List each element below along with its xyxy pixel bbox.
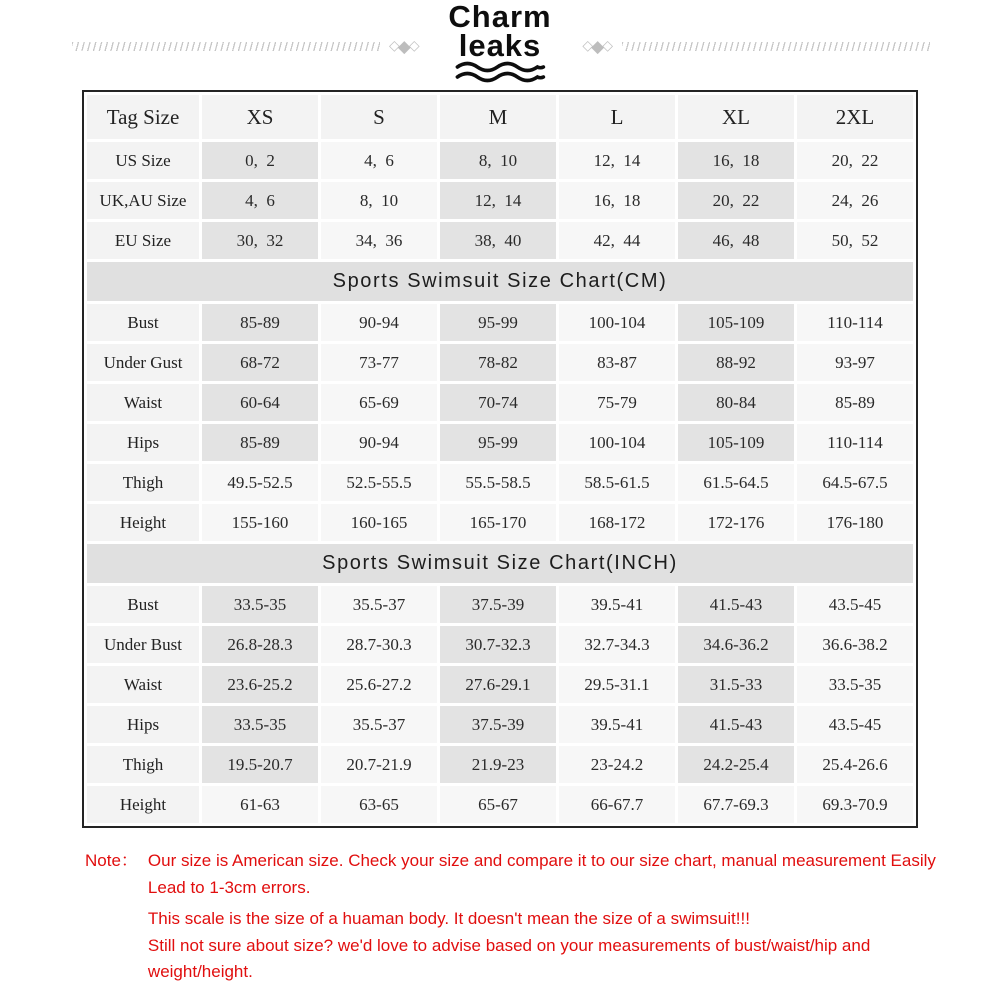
size-value-cell: 39.5-41 <box>559 706 675 743</box>
size-value-cell: 46, 48 <box>678 222 794 259</box>
size-value-cell: 28.7-30.3 <box>321 626 437 663</box>
section-band-row <box>87 262 913 301</box>
column-header: Tag Size <box>87 95 199 139</box>
size-value-cell: 43.5-45 <box>797 706 913 743</box>
size-value-cell: 33.5-35 <box>797 666 913 703</box>
size-value-cell: 95-99 <box>440 424 556 461</box>
note-lines <box>148 848 960 986</box>
diamond-ornament-icon <box>582 38 613 55</box>
size-value-cell: 20.7-21.9 <box>321 746 437 783</box>
size-value-cell: 31.5-33 <box>678 666 794 703</box>
note-line: Our size is American size. Check your size and compare it to our size chart, manual measurement Easily <box>147 851 936 870</box>
brand-name-line2: leaks <box>458 28 542 63</box>
size-value-cell: 90-94 <box>321 424 437 461</box>
table-row <box>87 706 913 743</box>
note-section <box>85 848 960 986</box>
table-row <box>87 464 913 501</box>
note-line: Still not sure about size? we'd love to advise based on your measurements of bust/waist/hip and weight/height. <box>147 935 871 981</box>
size-value-cell: 41.5-43 <box>678 586 794 623</box>
size-value-cell: 37.5-39 <box>440 706 556 743</box>
table-row <box>87 666 913 703</box>
size-value-cell: 70-74 <box>440 384 556 421</box>
size-value-cell: 39.5-41 <box>559 586 675 623</box>
size-value-cell: 172-176 <box>678 504 794 541</box>
size-value-cell: 33.5-35 <box>202 706 318 743</box>
page-header <box>0 0 1000 88</box>
size-value-cell: 41.5-43 <box>678 706 794 743</box>
diamond-outline-icon: ◇ <box>582 38 594 54</box>
diamond-outline-icon: ◇ <box>408 38 420 54</box>
brand-name-line1: Charm <box>448 0 552 34</box>
note-label: Note： <box>85 851 138 870</box>
size-value-cell: 176-180 <box>797 504 913 541</box>
size-value-cell: 93-97 <box>797 344 913 381</box>
table-row <box>87 182 913 219</box>
size-value-cell: 43.5-45 <box>797 586 913 623</box>
waves-icon <box>454 61 546 83</box>
row-label: Thigh <box>87 464 199 501</box>
table-row <box>87 504 913 541</box>
size-value-cell: 29.5-31.1 <box>559 666 675 703</box>
size-value-cell: 68-72 <box>202 344 318 381</box>
table-row <box>87 626 913 663</box>
size-value-cell: 73-77 <box>321 344 437 381</box>
diamond-outline-icon: ◇ <box>389 38 400 54</box>
table-row <box>87 586 913 623</box>
size-value-cell: 60-64 <box>202 384 318 421</box>
size-value-cell: 4, 6 <box>202 182 318 219</box>
row-label: Bust <box>87 586 199 623</box>
size-value-cell: 64.5-67.5 <box>797 464 913 501</box>
table-row <box>87 344 913 381</box>
row-label: EU Size <box>87 222 199 259</box>
size-value-cell: 34, 36 <box>321 222 437 259</box>
size-value-cell: 80-84 <box>678 384 794 421</box>
size-value-cell: 27.6-29.1 <box>440 666 556 703</box>
size-value-cell: 52.5-55.5 <box>321 464 437 501</box>
table-row <box>87 222 913 259</box>
size-value-cell: 16, 18 <box>559 182 675 219</box>
size-value-cell: 35.5-37 <box>321 706 437 743</box>
table-row <box>87 304 913 341</box>
size-value-cell: 30, 32 <box>202 222 318 259</box>
size-value-cell: 42, 44 <box>559 222 675 259</box>
table-row <box>87 786 913 823</box>
column-header: 2XL <box>797 95 913 139</box>
size-value-cell: 85-89 <box>202 424 318 461</box>
column-header: L <box>559 95 675 139</box>
size-value-cell: 30.7-32.3 <box>440 626 556 663</box>
size-value-cell: 36.6-38.2 <box>797 626 913 663</box>
row-label: Under Gust <box>87 344 199 381</box>
size-value-cell: 65-67 <box>440 786 556 823</box>
size-value-cell: 58.5-61.5 <box>559 464 675 501</box>
size-value-cell: 110-114 <box>797 424 913 461</box>
size-value-cell: 23.6-25.2 <box>202 666 318 703</box>
size-value-cell: 155-160 <box>202 504 318 541</box>
brand-logo <box>448 2 551 88</box>
row-label: US Size <box>87 142 199 179</box>
size-value-cell: 165-170 <box>440 504 556 541</box>
size-value-cell: 67.7-69.3 <box>678 786 794 823</box>
row-label: Waist <box>87 384 199 421</box>
size-value-cell: 24.2-25.4 <box>678 746 794 783</box>
row-label: Hips <box>87 706 199 743</box>
size-value-cell: 19.5-20.7 <box>202 746 318 783</box>
diamond-filled-icon: ◆ <box>397 37 411 56</box>
size-value-cell: 33.5-35 <box>202 586 318 623</box>
size-value-cell: 20, 22 <box>797 142 913 179</box>
hatch-lines-icon <box>622 42 930 51</box>
size-value-cell: 85-89 <box>202 304 318 341</box>
right-divider-ornament <box>582 38 930 55</box>
section-title: Sports Swimsuit Size Chart(INCH) <box>87 544 913 583</box>
left-divider-ornament <box>72 38 420 55</box>
size-value-cell: 85-89 <box>797 384 913 421</box>
size-value-cell: 0, 2 <box>202 142 318 179</box>
size-value-cell: 110-114 <box>797 304 913 341</box>
table-row <box>87 424 913 461</box>
size-value-cell: 23-24.2 <box>559 746 675 783</box>
row-label: Height <box>87 504 199 541</box>
size-value-cell: 12, 14 <box>440 182 556 219</box>
size-value-cell: 25.4-26.6 <box>797 746 913 783</box>
size-value-cell: 65-69 <box>321 384 437 421</box>
size-value-cell: 37.5-39 <box>440 586 556 623</box>
table-header-row <box>87 95 913 139</box>
row-label: Thigh <box>87 746 199 783</box>
size-value-cell: 95-99 <box>440 304 556 341</box>
size-value-cell: 75-79 <box>559 384 675 421</box>
column-header: M <box>440 95 556 139</box>
size-value-cell: 26.8-28.3 <box>202 626 318 663</box>
size-chart <box>82 90 1000 828</box>
size-value-cell: 55.5-58.5 <box>440 464 556 501</box>
row-label: Under Bust <box>87 626 199 663</box>
note-line: Lead to 1-3cm errors. <box>147 877 311 897</box>
size-value-cell: 21.9-23 <box>440 746 556 783</box>
diamond-ornament-icon <box>389 38 420 55</box>
size-value-cell: 16, 18 <box>678 142 794 179</box>
size-value-cell: 78-82 <box>440 344 556 381</box>
size-value-cell: 66-67.7 <box>559 786 675 823</box>
column-header: XL <box>678 95 794 139</box>
size-value-cell: 12, 14 <box>559 142 675 179</box>
size-value-cell: 35.5-37 <box>321 586 437 623</box>
size-value-cell: 83-87 <box>559 344 675 381</box>
size-value-cell: 61.5-64.5 <box>678 464 794 501</box>
size-value-cell: 50, 52 <box>797 222 913 259</box>
size-value-cell: 49.5-52.5 <box>202 464 318 501</box>
size-value-cell: 168-172 <box>559 504 675 541</box>
diamond-outline-icon: ◇ <box>602 38 613 54</box>
column-header: S <box>321 95 437 139</box>
size-value-cell: 38, 40 <box>440 222 556 259</box>
note-line: This scale is the size of a huaman body. It doesn't mean the size of a swimsuit!!! <box>147 909 750 928</box>
size-value-cell: 63-65 <box>321 786 437 823</box>
table-row <box>87 142 913 179</box>
row-label: Waist <box>87 666 199 703</box>
size-value-cell: 4, 6 <box>321 142 437 179</box>
section-title: Sports Swimsuit Size Chart(CM) <box>87 262 913 301</box>
size-value-cell: 32.7-34.3 <box>559 626 675 663</box>
size-value-cell: 90-94 <box>321 304 437 341</box>
size-value-cell: 100-104 <box>559 304 675 341</box>
hatch-lines-icon <box>72 42 380 51</box>
size-value-cell: 8, 10 <box>321 182 437 219</box>
size-chart-table <box>82 90 918 828</box>
column-header: XS <box>202 95 318 139</box>
section-band-row <box>87 544 913 583</box>
table-row <box>87 746 913 783</box>
size-value-cell: 20, 22 <box>678 182 794 219</box>
row-label: Hips <box>87 424 199 461</box>
size-value-cell: 8, 10 <box>440 142 556 179</box>
size-value-cell: 100-104 <box>559 424 675 461</box>
size-value-cell: 69.3-70.9 <box>797 786 913 823</box>
size-value-cell: 24, 26 <box>797 182 913 219</box>
table-row <box>87 384 913 421</box>
row-label: Bust <box>87 304 199 341</box>
size-value-cell: 25.6-27.2 <box>321 666 437 703</box>
size-value-cell: 105-109 <box>678 424 794 461</box>
size-value-cell: 105-109 <box>678 304 794 341</box>
size-value-cell: 61-63 <box>202 786 318 823</box>
row-label: Height <box>87 786 199 823</box>
size-value-cell: 88-92 <box>678 344 794 381</box>
diamond-filled-icon: ◆ <box>591 37 605 56</box>
size-value-cell: 160-165 <box>321 504 437 541</box>
row-label: UK,AU Size <box>87 182 199 219</box>
size-value-cell: 34.6-36.2 <box>678 626 794 663</box>
